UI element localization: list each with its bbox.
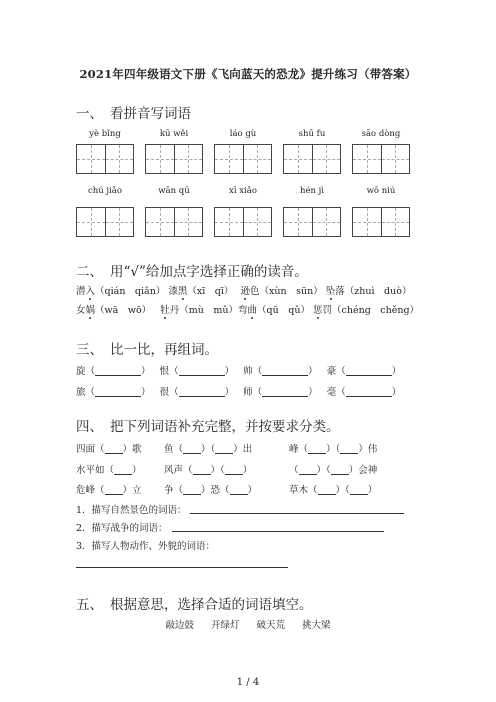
answer-line[interactable]	[172, 531, 384, 532]
q3-row-2: 旅（ ） 很（ ） 师（ ） 毫（ ）	[76, 387, 402, 398]
tianzi-box[interactable]	[214, 207, 272, 237]
q4-idiom: 草木（ ）（ ）	[289, 485, 378, 496]
answer-line[interactable]	[190, 513, 404, 514]
answer-line[interactable]	[76, 567, 288, 568]
word-option: 开绿灯	[210, 620, 240, 631]
section-2-heading: 二、 用“√”给加点字选择正确的读音。	[76, 264, 308, 280]
writing-boxes-row-1	[76, 144, 410, 174]
q4-item-1: 1．描写自然景色的词语：	[76, 505, 187, 516]
tianzi-box[interactable]	[145, 207, 203, 237]
pinyin: sāo dòng	[361, 129, 401, 139]
pinyin: xī xiǎo	[229, 186, 257, 196]
tianzi-box[interactable]	[76, 144, 134, 174]
pinyin: wō niú	[366, 186, 396, 196]
tianzi-box[interactable]	[283, 207, 341, 237]
pinyin: shū fu	[298, 129, 326, 139]
tianzi-box[interactable]	[283, 144, 341, 174]
word-option: 敲边鼓	[165, 620, 194, 631]
section-4-heading: 四、 把下列词语补充完整，并按要求分类。	[76, 419, 340, 435]
section-5-heading: 五、 根据意思，选择合适的词语填空。	[76, 597, 313, 613]
word-option: 挑大梁	[302, 620, 331, 631]
pinyin: kū wěi	[159, 129, 189, 139]
q4-idiom: 风声（ ）（ ）	[164, 465, 253, 476]
q2-row-1: 潜入（qián qiǎn） 漆黑（xī qī） 逊色（xùn sūn） 坠落（zhuì duò）	[76, 286, 412, 297]
q4-idiom: 争（ ）恐（ ）	[164, 485, 258, 496]
pinyin: láo gù	[229, 129, 257, 139]
q3-row-1: 旋（ ） 恨（ ） 帅（ ） 豪（ ）	[76, 366, 402, 377]
pinyin: hén jì	[299, 186, 325, 196]
q4-idiom: 四面（ ）歌	[76, 444, 142, 455]
writing-boxes-row-2	[76, 207, 410, 237]
tianzi-box[interactable]	[352, 144, 410, 174]
word-bank	[0, 617, 496, 631]
q2-row-2: 女娲（wā wō） 牡丹（mù mǔ）弯曲（qū qǔ） 惩罚（chéng chěng）	[76, 305, 420, 316]
section-3-heading: 三、 比一比，再组词。	[76, 342, 218, 358]
pinyin-row-1	[76, 129, 410, 139]
section-1-heading: 一、 看拼音写词语	[76, 106, 191, 122]
word-option: 破天荒	[256, 620, 286, 631]
pinyin: chú jiǎo	[88, 186, 122, 196]
q4-item-3: 3．描写人物动作、外貌的词语：	[76, 541, 216, 552]
q4-idiom: 鱼（ ）（ ）出	[164, 444, 253, 455]
pinyin: yè bǐng	[89, 129, 121, 139]
q4-idiom: 危峰（ ）立	[76, 485, 142, 496]
q4-item-2: 2．描写战争的词语：	[76, 523, 168, 534]
pinyin: wān qū	[158, 186, 190, 196]
tianzi-box[interactable]	[145, 144, 203, 174]
page-title: 2021年四年级语文下册《飞向蓝天的恐龙》提升练习（带答案）	[79, 67, 417, 81]
page-number: 1 / 4	[236, 677, 260, 688]
tianzi-box[interactable]	[214, 144, 272, 174]
q4-idiom: （ ）（ ）会神	[289, 465, 378, 476]
q4-idiom: 峰（ ）（ ）伟	[289, 444, 378, 455]
q4-idiom: 水平如（ ）	[76, 465, 142, 476]
pinyin-row-2	[76, 186, 410, 196]
tianzi-box[interactable]	[76, 207, 134, 237]
tianzi-box[interactable]	[352, 207, 410, 237]
